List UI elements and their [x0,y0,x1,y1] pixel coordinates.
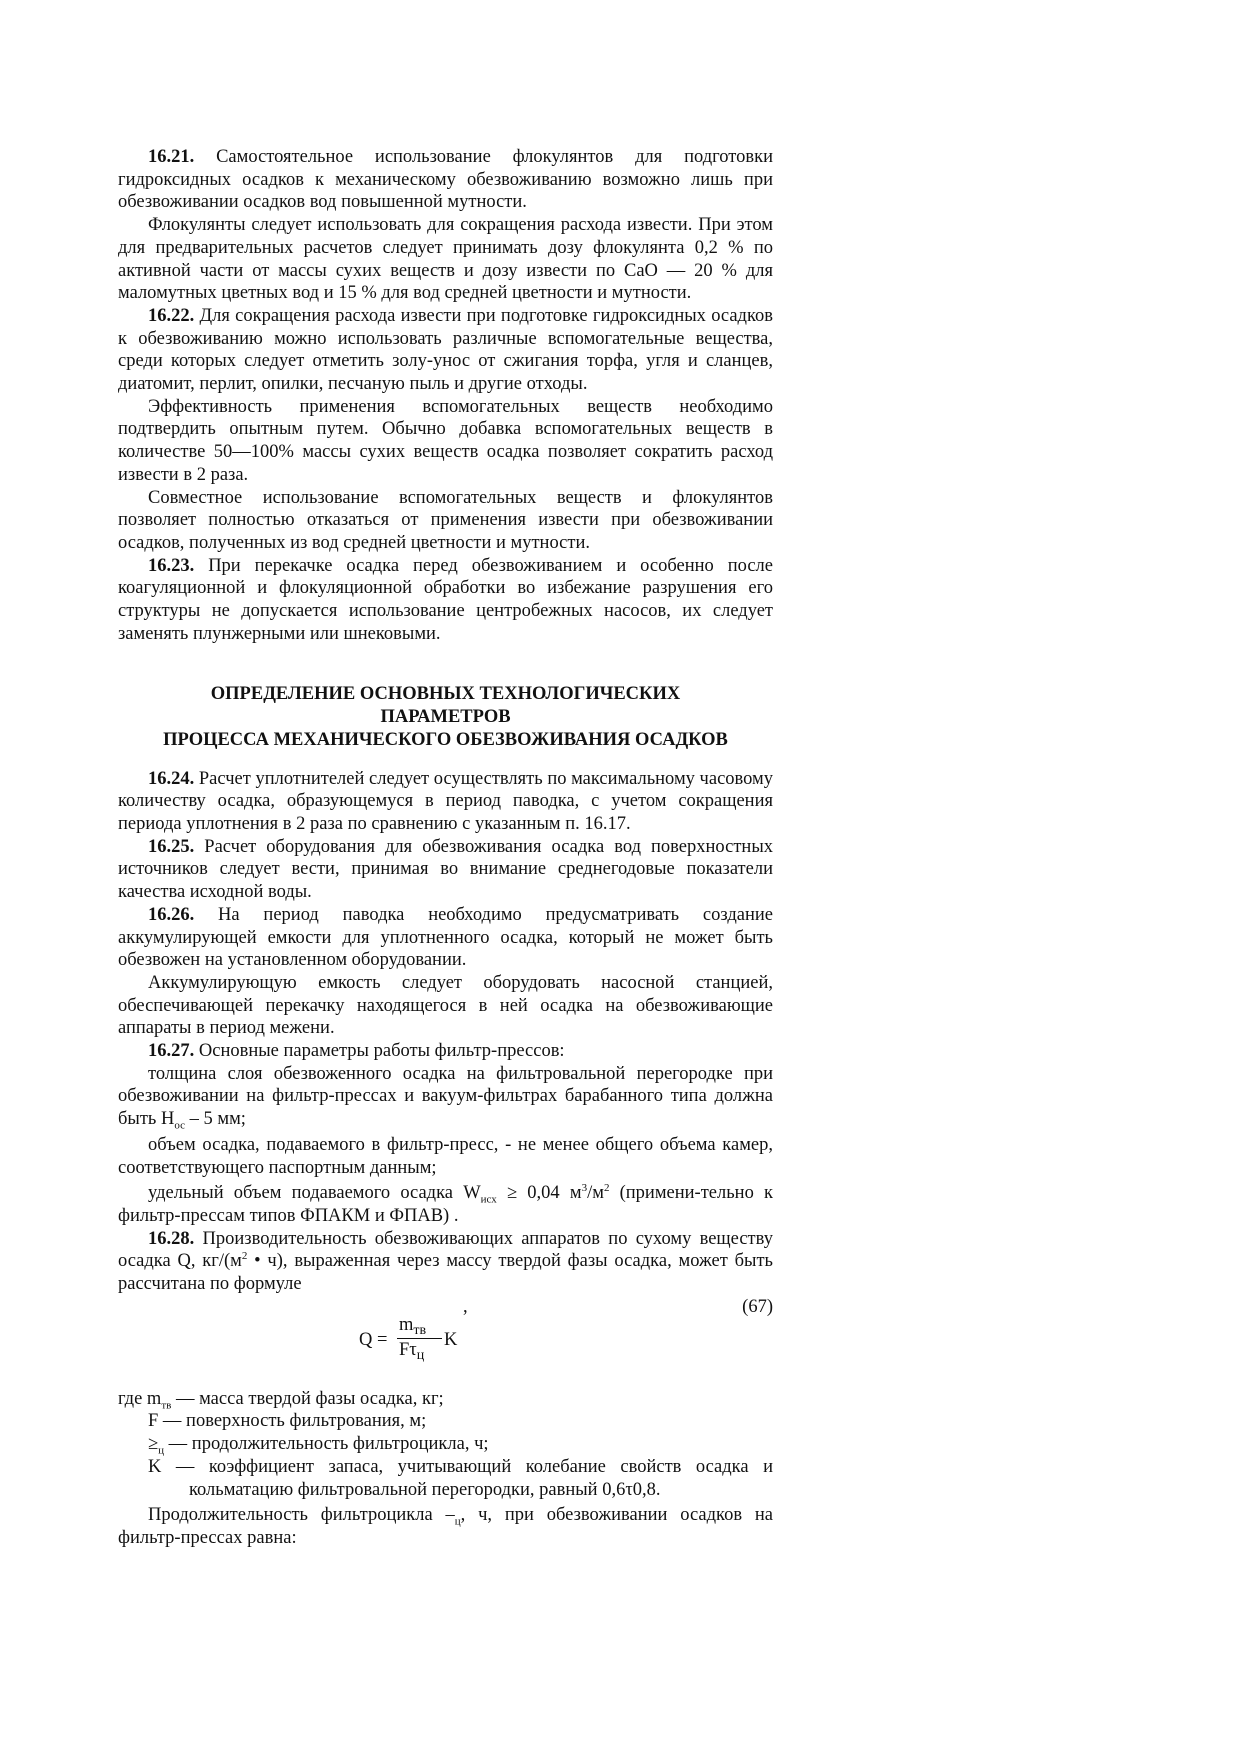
paragraph-16-22 [118,305,773,396]
paragraph-sludge-volume: объем осадка, подаваемого в фильтр-пресс, - не менее общего объема камер, соответствующего паспортным данным; [118,1134,773,1178]
paragraph-text: , ч, при обезвоживании осадков на фильтр-прессах равна: [118,1505,773,1548]
paragraph-flocculants: Флокулянты следует использовать для сокращения расхода извести. При этом для предварительных расчетов следует принимать дозу флокулянта 0,2 % по активной части от массы сухих веществ и дозу извести по CaO — 20 % для маломутных цветных вод и 15 % для вод средней цветности и мутности. [118,215,773,304]
clause-number: 16.27. [148,1041,195,1062]
paragraph-text: где m [118,1388,162,1409]
paragraph-16-27 [118,1040,773,1063]
paragraph-16-24 [118,768,773,836]
paragraph-16-21 [118,146,773,214]
symbol: ≥ [148,1434,159,1455]
superscript: 2 [603,1182,610,1195]
definition-cycle-duration [118,1433,773,1456]
clause-number: 16.24. [148,768,195,789]
paragraph-16-23 [118,555,773,646]
paragraph-text: – 5 мм; [185,1109,246,1130]
clause-number: 16.22. [148,305,195,326]
paragraph-text: • ч), выраженная через массу твердой фазы осадка, может быть рассчитана по формуле [118,1251,773,1295]
denominator-symbol: Fτ [399,1339,417,1360]
numerator-subscript: тв [413,1322,427,1338]
formula-lhs: Q = [359,1329,388,1350]
paragraph-joint-use: Совместное использование вспомогательных веществ и флокулянтов позволяет полностью отказаться от применения извести при обезвоживании осадков, полученных из вод средней цветности и мутности. [118,487,773,553]
subscript: исх [480,1193,497,1206]
paragraph-text: Продолжительность фильтроцикла – [148,1505,455,1526]
formula-denominator [399,1339,424,1364]
paragraph-text: Самостоятельное использование флокулянтов для подготовки гидроксидных осадков к механическому обезвоживанию возможно лишь при обезвоживании осадков вод повышенной мутности. [118,147,773,213]
subscript: ос [174,1119,186,1132]
paragraph-accumulating-tank: Аккумулирующую емкость следует оборудовать насосной станцией, обеспечивающей перекачку находящегося в ней осадка на обезвоживающие аппараты в период межени. [118,972,773,1039]
section-heading [118,683,773,751]
formula-rhs: K [444,1329,458,1350]
paragraph-text: Для сокращения расхода извести при подготовке гидроксидных осадков к обезвоживанию можно использовать различные вспомогательные вещества, среди которых следует отметить золу-унос от сжигания торфа, угля и сланцев, диатомит, перлит, опилки, песчаную пыль и другие отходы. [118,305,773,395]
paragraph-text: — масса твердой фазы осадка, кг; [171,1388,444,1409]
paragraph-efficiency: Эффективность применения вспомогательных веществ необходимо подтвердить опытным путем. Обычно добавка вспомогательных веществ в количестве 50—100% массы сухих веществ осадка позволяет сократить расход извести в 2 раза. [118,396,773,485]
paragraph-text: (примени-тельно к фильтр-прессам типов ФПАКМ и ФПАВ) . [118,1183,773,1226]
denominator-subscript: ц [416,1347,425,1363]
formula-comma: , [463,1296,468,1317]
heading-line-1: ОПРЕДЕЛЕНИЕ ОСНОВНЫХ ТЕХНОЛОГИЧЕСКИХ [210,684,681,705]
clause-number: 16.28. [148,1228,195,1249]
definition-mass [118,1388,773,1411]
paragraph-text: Основные параметры работы фильтр-прессов: [194,1041,565,1062]
paragraph-text: Расчет уплотнителей следует осуществлять по максимальному часовому количеству осадка, образующемуся в период паводка, с учетом сокращения периода уплотнения в 2 раза по сравнению с указанным п. 16.17. [118,768,773,834]
paragraph-cycle-duration [118,1504,773,1549]
clause-number: 16.21. [148,147,195,167]
formula-numerator [399,1314,426,1339]
paragraph-16-28 [118,1228,773,1296]
formula-67 [118,1296,773,1388]
paragraph-text: — продолжительность фильтроцикла, ч; [164,1434,489,1455]
numerator-symbol: m [399,1314,414,1335]
paragraph-16-25 [118,836,773,904]
paragraph-text: толщина слоя обезвоженного осадка на фильтровальной перегородке при обезвоживании на фильтр-прессах и вакуум-фильтрах барабанного типа должна быть H [118,1063,773,1130]
subscript: ц [454,1515,461,1528]
definition-coefficient: K — коэффициент запаса, учитывающий колебание свойств осадка и кольматацию фильтровальной перегородки, равный 0,6τ0,8. [148,1456,773,1500]
paragraph-text: Производительность обезвоживающих аппаратов по сухому веществу осадка Q, кг/(м [118,1228,773,1272]
paragraph-text: ≥ 0,04 м [496,1183,582,1204]
paragraph-text: удельный объем подаваемого осадка W [148,1183,481,1204]
paragraph-layer-thickness [118,1063,773,1131]
document-page [118,146,773,1550]
paragraph-16-26 [118,904,773,972]
subscript: ц [158,1444,165,1457]
heading-line-3: ПРОЦЕССА МЕХАНИЧЕСКОГО ОБЕЗВОЖИВАНИЯ ОСАДКОВ [163,729,728,750]
paragraph-text: При перекачке осадка перед обезвоживанием и особенно после коагуляционной и флокуляционной обработки во избежание разрушения его структуры не допускается использование центробежных насосов, их следует заменять плунжерными или шнековыми. [118,555,773,644]
clause-number: 16.25. [148,836,195,857]
subscript: тв [161,1399,172,1412]
equation-number: (67) [742,1296,773,1317]
superscript: 3 [581,1182,588,1195]
superscript: 2 [241,1250,248,1263]
paragraph-text: Расчет оборудования для обезвоживания осадка вод поверхностных источников следует вести, принимая во внимание среднегодовые показатели качества исходной воды. [118,836,773,903]
clause-number: 16.23. [148,555,195,576]
heading-line-2: ПАРАМЕТРОВ [380,707,511,728]
clause-number: 16.26. [148,904,195,925]
paragraph-text: На период паводка необходимо предусматривать создание аккумулирующей емкости для уплотненного осадка, который не может быть обезвожен на установленном оборудовании. [118,904,773,971]
paragraph-specific-volume [118,1182,773,1227]
paragraph-text: /м [587,1183,604,1204]
definition-surface: F — поверхность фильтрования, м; [148,1411,427,1432]
